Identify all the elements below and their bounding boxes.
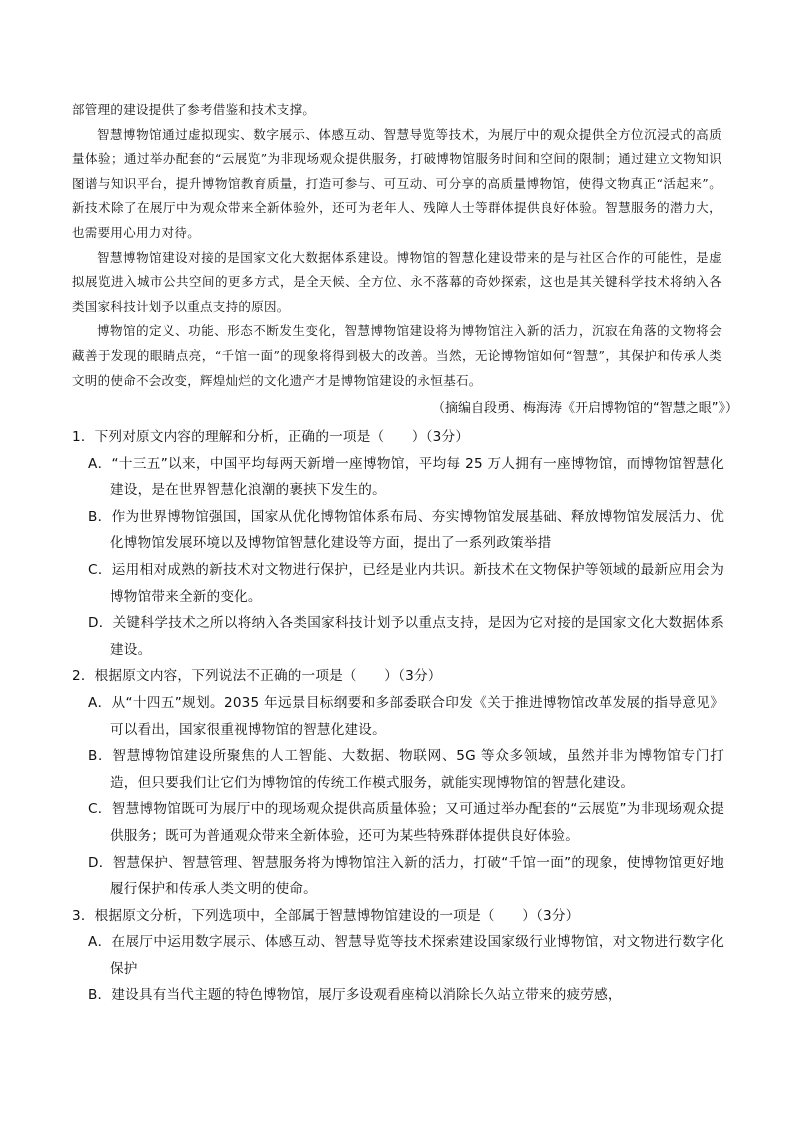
option-c: C．运用相对成熟的新技术对文物进行保护，已经是业内共识。新技术在文物保护等领域的最新应用会为博物馆带来全新的变化。 bbox=[88, 561, 724, 605]
question-stem: 1．下列对原文内容的理解和分析，正确的一项是（ ）（3分） bbox=[72, 429, 470, 445]
option-b: B．建设具有当代主题的特色博物馆，展厅多设观看座椅以消除长久站立带来的疲劳感， bbox=[88, 987, 622, 1004]
question-stem: 3．根据原文分析，下列选项中，全部属于智慧博物馆建设的一项是（ ）（3分） bbox=[72, 907, 580, 924]
option-c: C．智慧博物馆既可为展厅中的现场观众提供高质量体验；又可通过举办配套的“云展览”为非现场观众提供服务；既可为普通观众带来全新体验，还可为某些特殊群体提供良好体验。 bbox=[88, 801, 724, 844]
passage-paragraph: 部管理的建设提供了参考借鉴和技术支撑。 bbox=[72, 102, 316, 117]
reading-passage bbox=[72, 98, 722, 393]
option-d: D．智慧保护、智慧管理、智慧服务将为博物馆注入新的活力，打破“千馆一面”的现象，使博物馆更好地履行保护和传承人类文明的使命。 bbox=[88, 854, 724, 898]
question-3 bbox=[72, 903, 724, 1009]
passage-paragraph: 智慧博物馆通过虚拟现实、数字展示、体感互动、智慧导览等技术，为展厅中的观众提供全方位沉浸式的高质量体验；通过举办配套的“云展览”为非现场观众提供服务，打破博物馆服务时间和空间的限制；通过建立文物知识图谱与知识平台，提升博物馆教育质量，打造可参与、可互动、可分享的高质量博物馆，使得文物真正“活起来”。新技术除了在展厅中为观众带来全新体验外，还可为老年人、残障人士等群体提供良好体验。智慧服务的潜力大，也需要用心用力对待。 bbox=[72, 126, 722, 240]
question-1 bbox=[72, 424, 724, 663]
option-b: B．作为世界博物馆强国，国家从优化博物馆体系布局、夯实博物馆发展基础、释放博物馆发展活力、优化博物馆发展环境以及博物馆智慧化建设等方面，提出了一系列政策举措 bbox=[88, 508, 724, 552]
option-a: A．从“十四五”规划。2035 年远景目标纲要和多部委联合印发《关于推进博物馆改革发展的指导意见》可以看出，国家很重视博物馆的智慧化建设。 bbox=[88, 694, 724, 738]
option-b: B．智慧博物馆建设所聚焦的人工智能、大数据、物联网、5G 等众多领域，虽然并非为博物馆专门打造，但只要我们让它们为博物馆的传统工作模式服务，就能实现博物馆的智慧化建设。 bbox=[88, 748, 724, 791]
passage-paragraph: 智慧博物馆建设对接的是国家文化大数据体系建设。博物馆的智慧化建设带来的是与社区合作的可能性，是虚拟展览进入城市公共空间的更多方式，是全天候、全方位、永不落幕的奇妙探索，这也是其关键科学技术将纳入各类国家科技计划予以重点支持的原因。 bbox=[72, 249, 722, 314]
question-2 bbox=[72, 663, 724, 902]
question-stem: 2．根据原文内容，下列说法不正确的一项是（ ）（3分） bbox=[72, 668, 442, 685]
passage-source: （摘编自段勇、梅海涛《开启博物馆的“智慧之眼”》） bbox=[432, 401, 738, 416]
passage-paragraph: 博物馆的定义、功能、形态不断发生变化，智慧博物馆建设将为博物馆注入新的活力，沉寂在角落的文物将会藏善于发现的眼睛点亮，“千馆一面”的现象将得到极大的改善。当然，无论博物馆如何“智慧”，其保护和传承人类文明的使命不会改变，辉煌灿烂的文化遗产才是博物馆建设的永恒基石。 bbox=[72, 323, 722, 388]
option-d: D．关键科学技术之所以将纳入各类国家科技计划予以重点支持，是因为它对接的是国家文化大数据体系建设。 bbox=[88, 615, 724, 658]
option-a: A．在展厅中运用数字展示、体感互动、智慧导览等技术探索建设国家级行业博物馆，对文物进行数字化保护 bbox=[88, 934, 724, 977]
option-a: A．“十三五”以来，中国平均每两天新增一座博物馆，平均每 25 万人拥有一座博物馆，而博物馆智慧化建设，是在世界智慧化浪潮的裹挟下发生的。 bbox=[88, 455, 724, 499]
question-list bbox=[72, 424, 724, 1009]
